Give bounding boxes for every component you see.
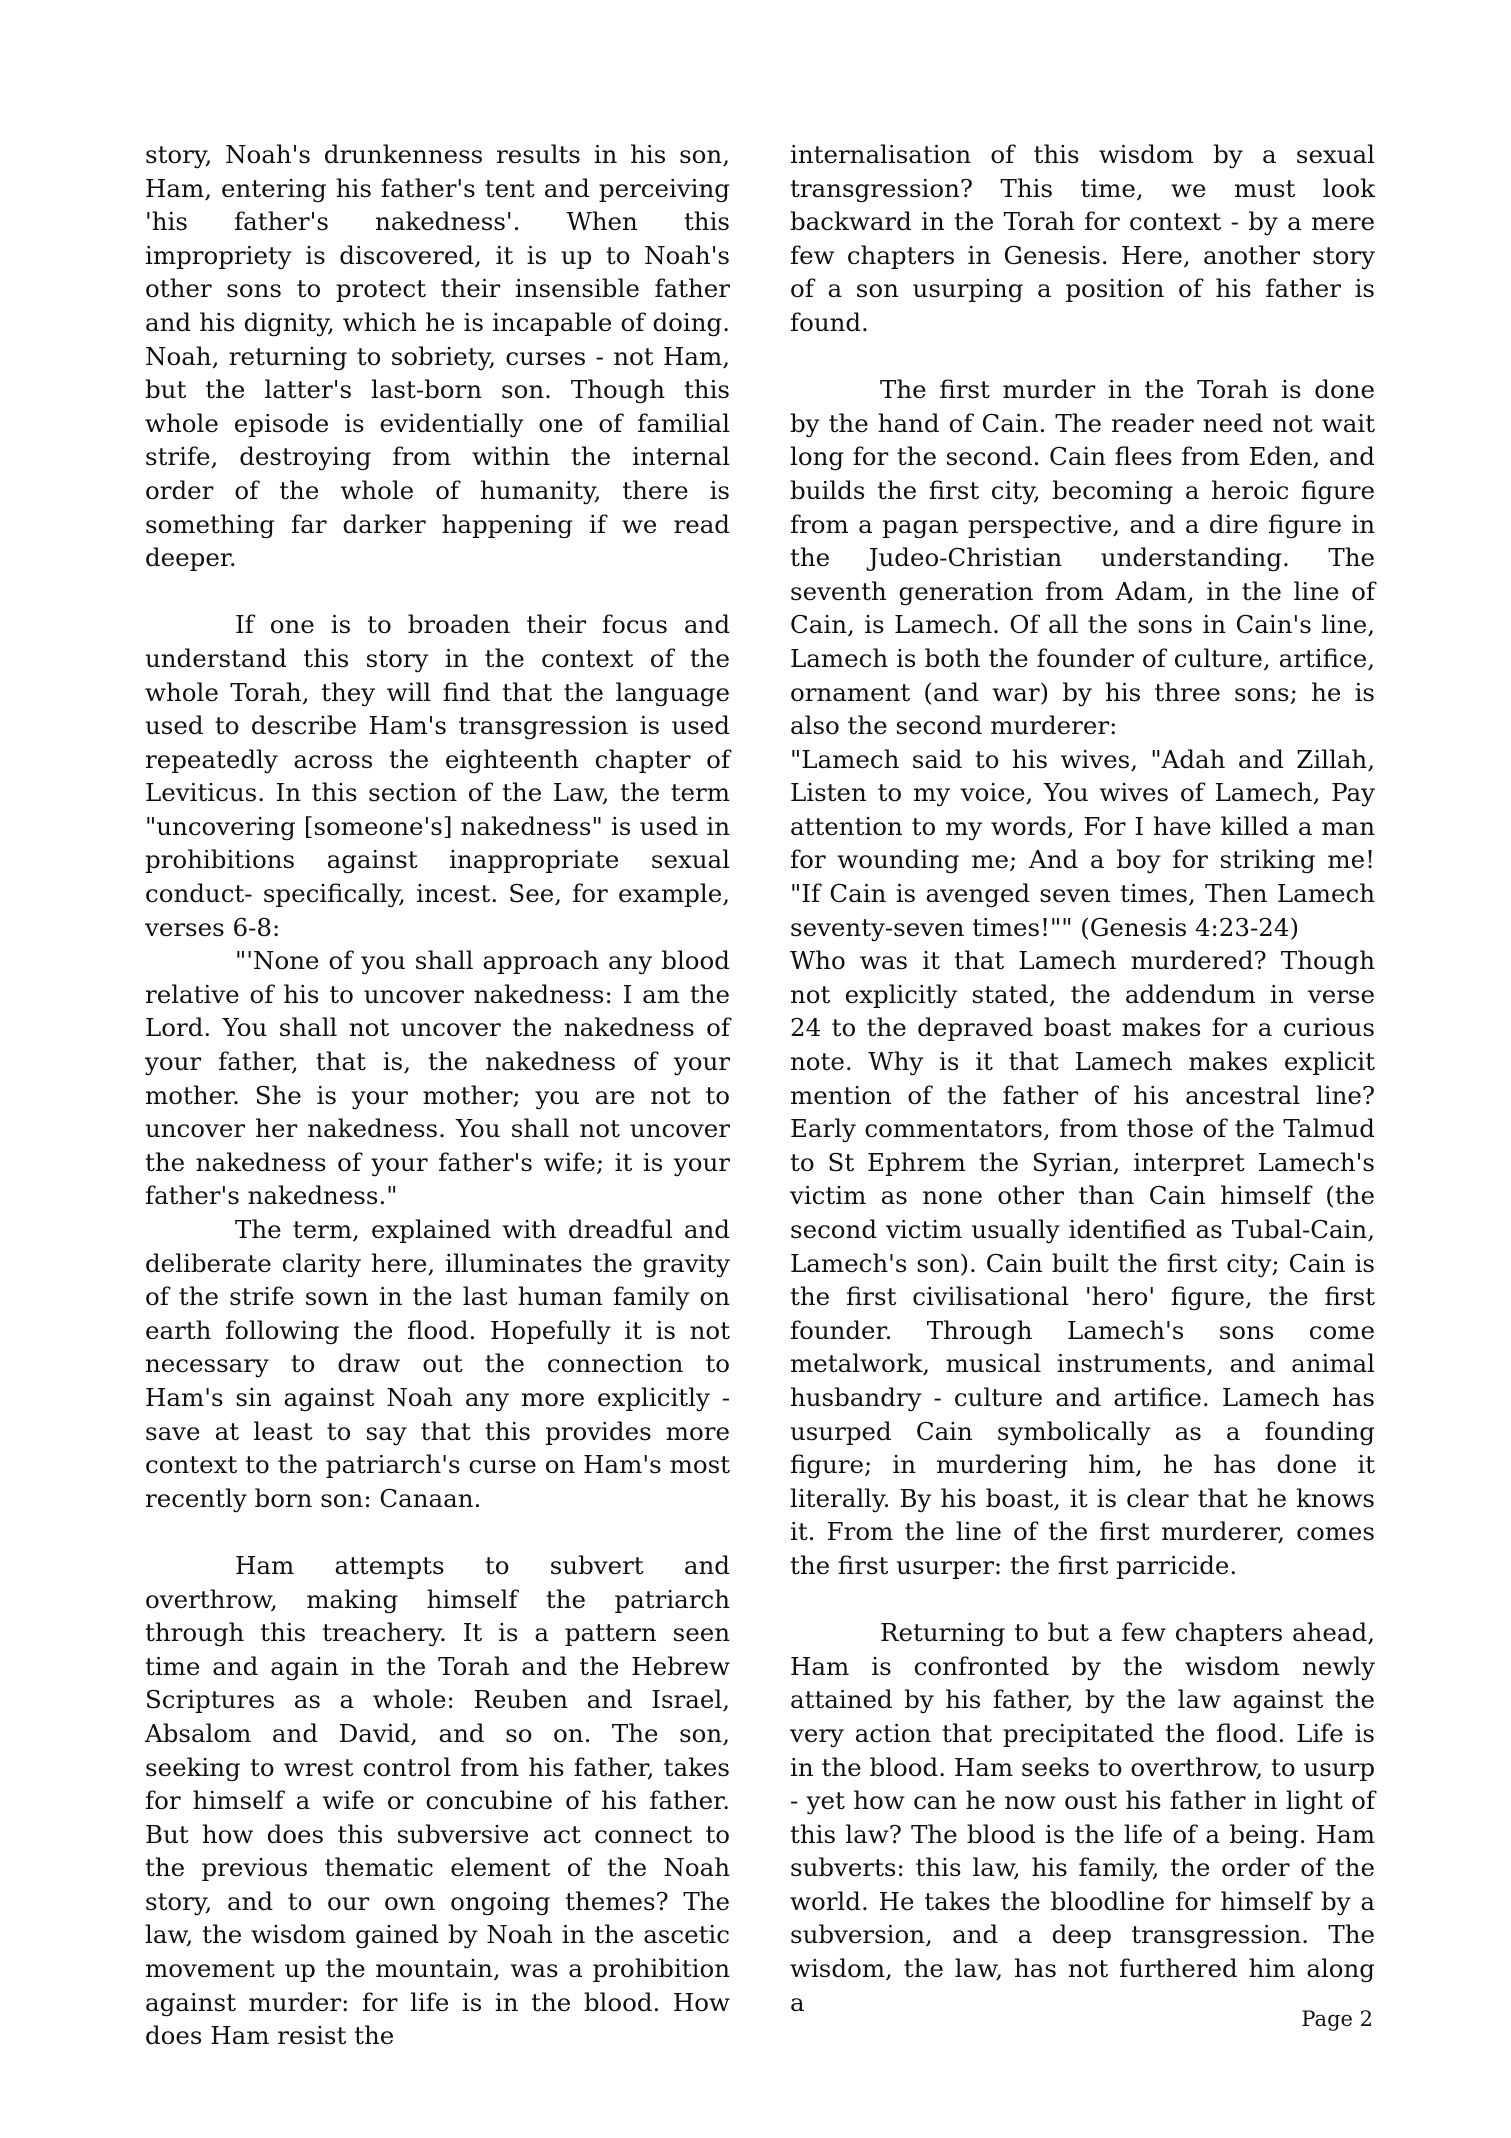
- left-column: [145, 138, 730, 2053]
- right-column: [790, 138, 1375, 2019]
- paragraph: Returning to but a few chapters ahead, Ham is confronted by the wisdom newly attained by his father, by the law against the very action that precipitated the flood. Life is in the blood. Ham seeks to overthrow, to usurp - yet how can he now oust his father in light of this law? The blood is the life of a being. Ham subverts: this law, his family, the order of the world. He takes the bloodline for himself by a subversion, and a deep transgression. The wisdom, the law, has not furthered him along a: [790, 1618, 1375, 2017]
- quotation: "'None of you shall approach any blood relative of his to uncover nakedness: I am the Lord. You shall not uncover the nakedness of your father, that is, the nakedness of your mother. She is your mother; you are not to uncover her nakedness. You shall not uncover the nakedness of your father's wife; it is your father's nakedness.": [145, 946, 730, 1211]
- page-number: Page 2: [1301, 2007, 1373, 2031]
- paragraph: The first murder in the Torah is done by the hand of Cain. The reader need not wait long for the second. Cain flees from Eden, and builds the first city, becoming a heroic figure from a pagan perspective, and a dire figure in the Judeo-Christian understanding. The seventh generation from Adam, in the line of Cain, is Lamech. Of all the sons in Cain's line, Lamech is both the founder of culture, artifice, ornament (and war) by his three sons; he is also the second murderer:: [790, 375, 1375, 741]
- paragraph: story, Noah's drunkenness results in his son, Ham, entering his father's tent and perceiving 'his father's nakedness'. When this impropriety is discovered, it is up to Noah's other sons to protect their insensible father and his dignity, which he is incapable of doing. Noah, returning to sobriety, curses - not Ham, but the latter's last-born son. Though this whole episode is evidentially one of familial strife, destroying from within the internal order of the whole of humanity, there is something far darker happening if we read deeper.: [145, 140, 730, 573]
- paragraph: If one is to broaden their focus and understand this story in the context of the whole Torah, they will find that the language used to describe Ham's transgression is used repeatedly across the eighteenth chapter of Leviticus. In this section of the Law, the term "uncovering [someone's] nakedness" is used in prohibitions against inappropriate sexual conduct- specifically, incest. See, for example, verses 6-8:: [145, 610, 730, 942]
- paragraph: Ham attempts to subvert and overthrow, making himself the patriarch through this treachery. It is a pattern seen time and again in the Torah and the Hebrew Scriptures as a whole: Reuben and Israel, Absalom and David, and so on. The son, seeking to wrest control from his father, takes for himself a wife or concubine of his father. But how does this subversive act connect to the previous thematic element of the Noah story, and to our own ongoing themes? The law, the wisdom gained by Noah in the ascetic movement up the mountain, was a prohibition against murder: for life is in the blood. How does Ham resist the: [145, 1550, 730, 2051]
- paragraph: Who was it that Lamech murdered? Though not explicitly stated, the addendum in verse 24 to the depraved boast makes for a curious note. Why is it that Lamech makes explicit mention of the father of his ancestral line? Early commentators, from those of the Talmud to St Ephrem the Syrian, interpret Lamech's victim as none other than Cain himself (the second victim usually identified as Tubal-Cain, Lamech's son). Cain built the first city; Cain is the first civilisational 'hero' figure, the first founder. Through Lamech's sons come metalwork, musical instruments, and animal husbandry - culture and artifice. Lamech has usurped Cain symbolically as a founding figure; in murdering him, he has done it literally. By his boast, it is clear that he knows it. From the line of the first murderer, comes the first usurper: the first parricide.: [790, 946, 1375, 1580]
- quotation: "Lamech said to his wives, "Adah and Zillah, Listen to my voice, You wives of Lamech, Pay attention to my words, For I have killed a man for wounding me; And a boy for striking me! "If Cain is avenged seven times, Then Lamech seventy-seven times!"" (Genesis 4:23-24): [790, 744, 1375, 942]
- paragraph: internalisation of this wisdom by a sexual transgression? This time, we must look backward in the Torah for context - by a mere few chapters in Genesis. Here, another story of a son usurping a position of his father is found.: [790, 140, 1375, 337]
- paragraph: The term, explained with dreadful and deliberate clarity here, illuminates the gravity of the strife sown in the last human family on earth following the flood. Hopefully it is not necessary to draw out the connection to Ham's sin against Noah any more explicitly - save at least to say that this provides more context to the patriarch's curse on Ham's most recently born son: Canaan.: [145, 1215, 730, 1513]
